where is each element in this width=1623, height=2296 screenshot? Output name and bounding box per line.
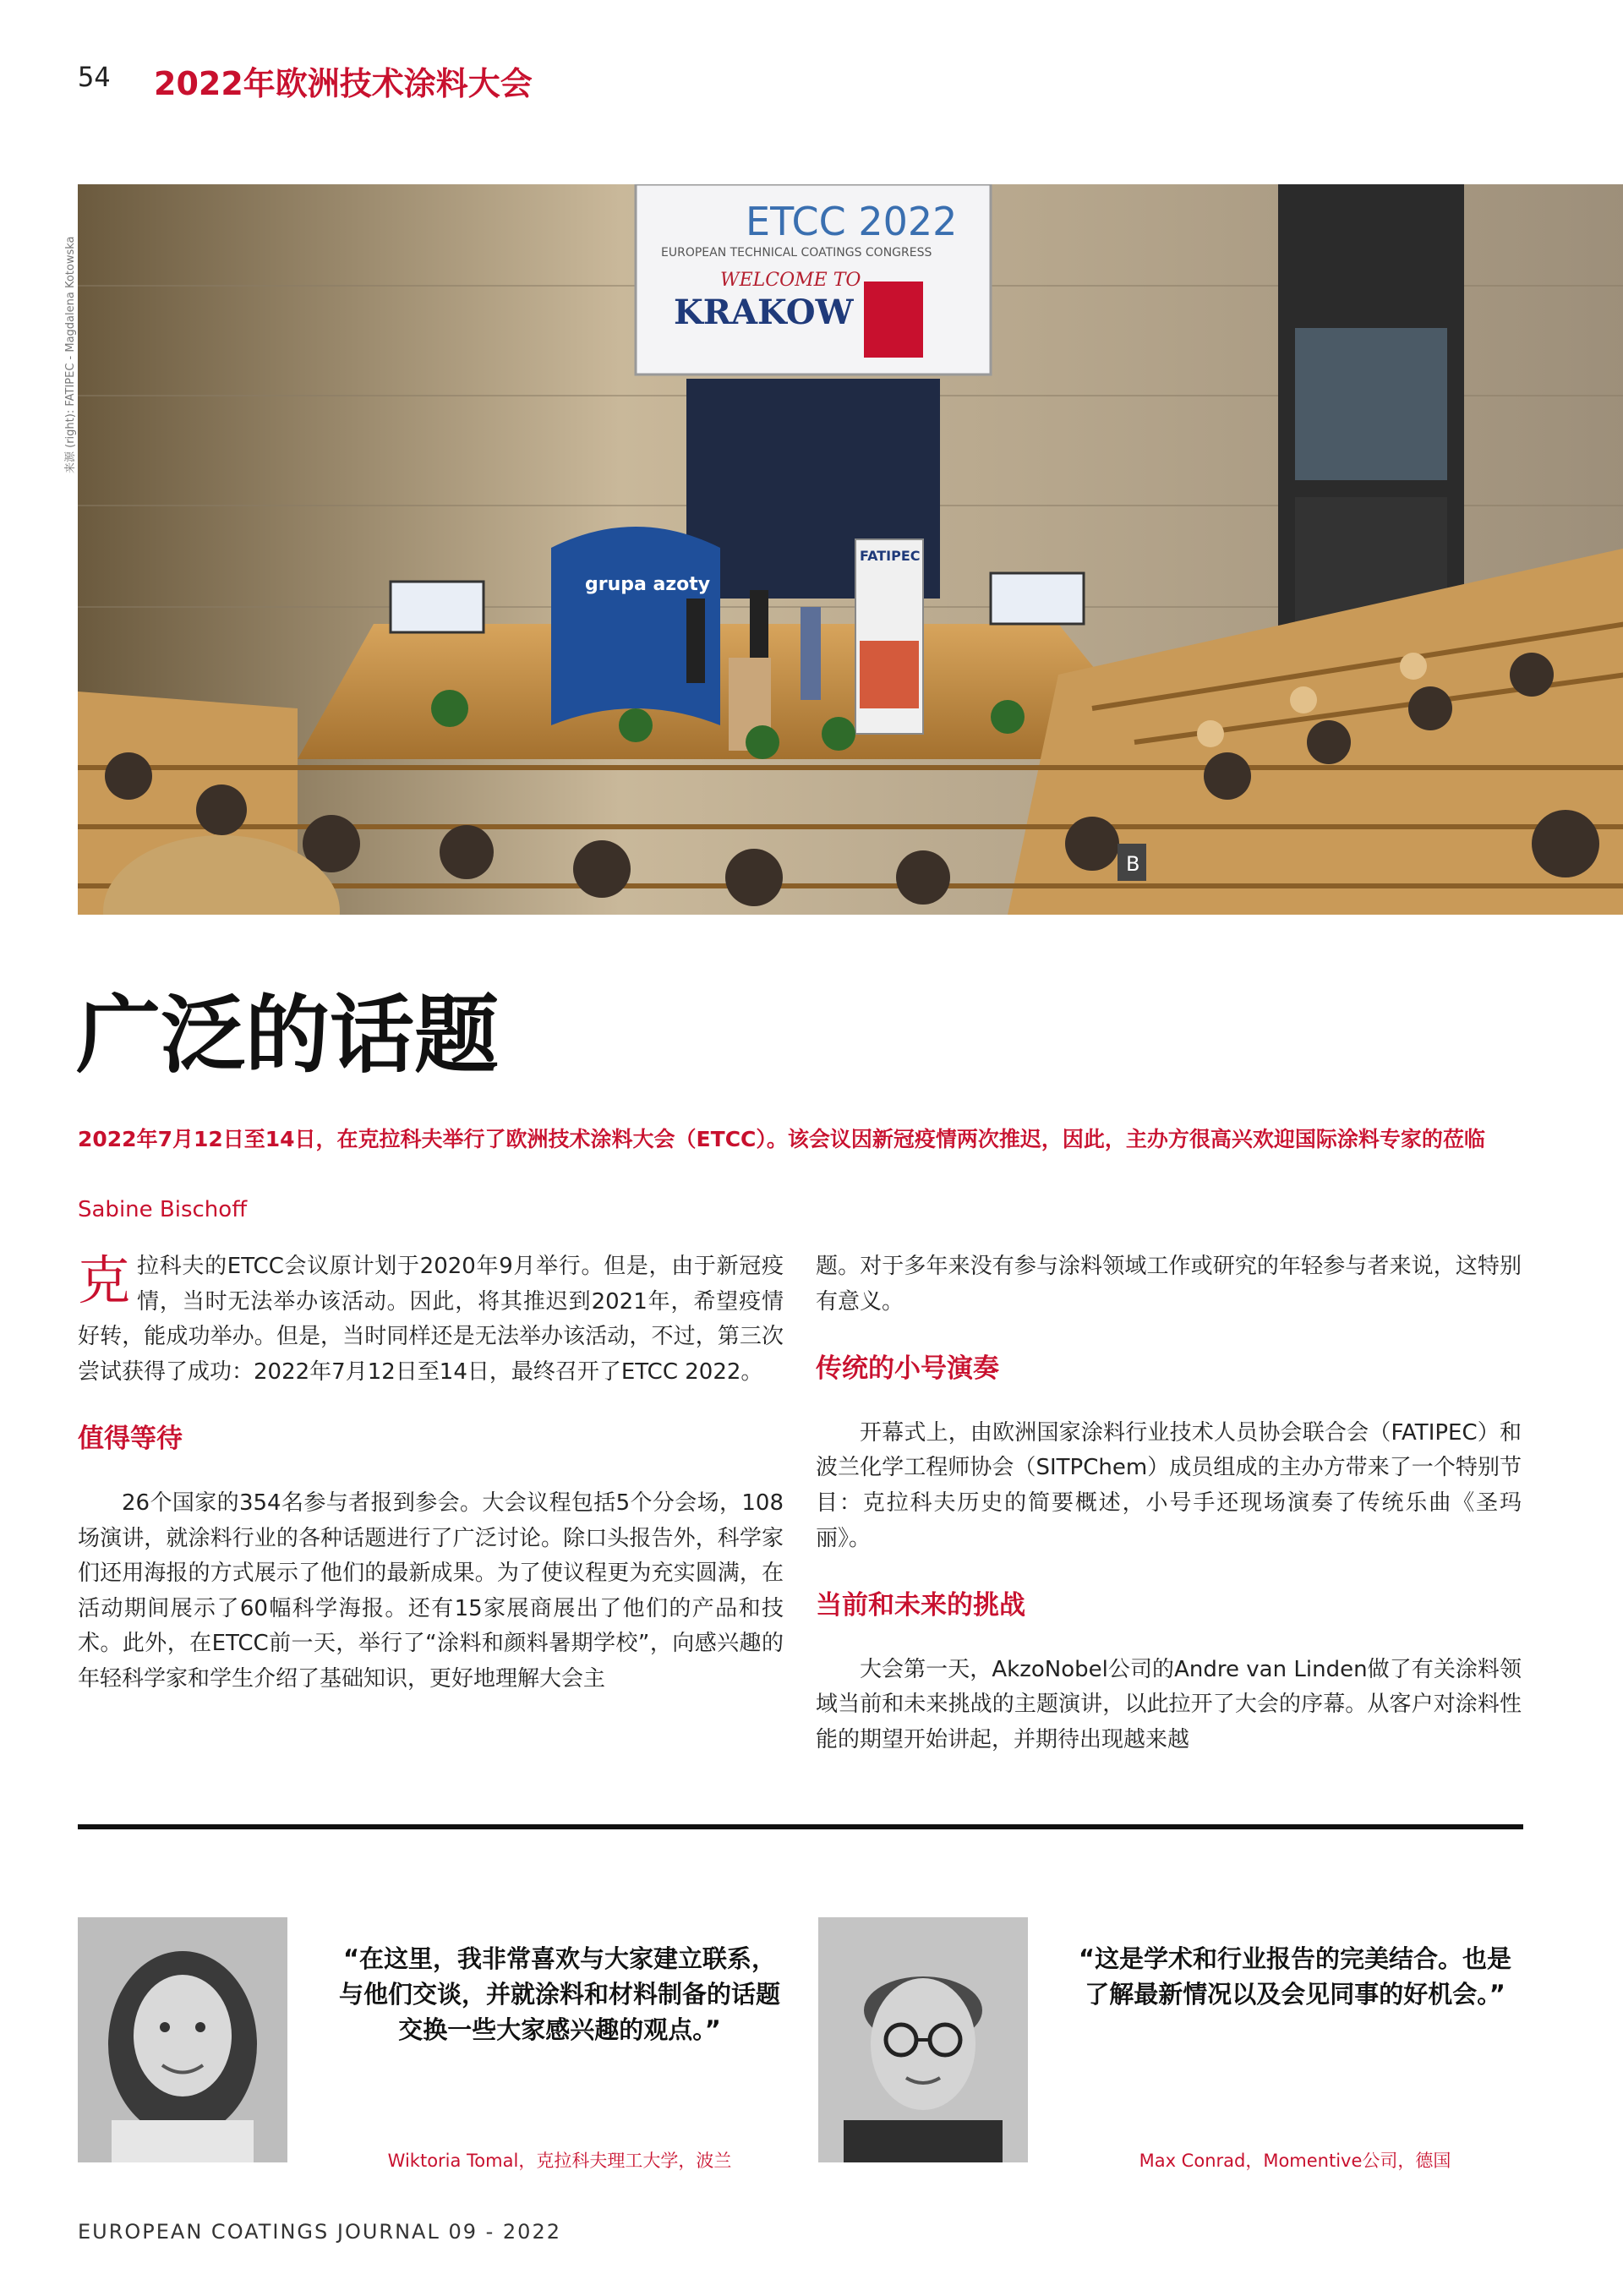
subhead-challenges: 当前和未来的挑战 (816, 1590, 1025, 1621)
article-lead: 2022年7月12日至14日，在克拉科夫举行了欧洲技术涂料大会（ETCC）。该会议因新冠疫情两次推迟，因此，主办方很高兴欢迎国际涂料专家的莅临 (78, 1127, 1485, 1151)
intro-paragraph: 拉科夫的ETCC会议原计划于2020年9月举行。但是，由于新冠疫情，当时无法举办该活动。因此，将其推迟到2021年，希望疫情好转，能成功举办。但是，当时同样还是无法举办该活动，不过，第三次尝试获得了成功：2022年7月12日至14日，最终召开了ETCC 2022。 (78, 1254, 784, 1385)
portrait-max-conrad (818, 1917, 1028, 2162)
screen-welcome: WELCOME TO (720, 270, 861, 291)
subhead-trumpet: 传统的小号演奏 (816, 1353, 999, 1385)
subhead-worth-waiting: 值得等待 (78, 1424, 183, 1455)
quote-1-text: “在这里，我非常喜欢与大家建立联系，与他们交谈，并就涂料和材料制备的话题交换一些大家感兴趣的观点。” (338, 1944, 780, 2045)
portrait-man-icon (818, 1917, 1028, 2162)
drop-cap: 克 (78, 1249, 131, 1311)
conference-photo (78, 184, 1623, 915)
paragraph-continued: 题。对于多年来没有参与涂料领域工作或研究的年轻参与者来说，这特别有意义。 (816, 1254, 1522, 1315)
page-number: 54 (78, 61, 111, 93)
paragraph-opening: 开幕式上，由欧洲国家涂料行业技术人员协会联合会（FATIPEC）和波兰化学工程师协会（SITPChem）成员组成的主办方带来了一个特别节目：克拉科夫历史的简要概述，小号手还现场演奏了传统乐曲《圣玛丽》。 (816, 1419, 1522, 1551)
quote-2-attribution: Max Conrad，Momentive公司，德国 (1139, 2151, 1451, 2171)
krakow-crest-icon (864, 282, 923, 358)
article-column-left (78, 1249, 784, 1697)
quote-2-text: “这是学术和行业报告的完美结合。也是了解最新情况以及会见同事的好机会。” (1078, 1944, 1512, 2009)
paragraph-participants: 26个国家的354名参与者报到参会。大会议程包括5个分会场，108场演讲，就涂料行业的各种话题进行了广泛讨论。除口头报告外，科学家们还用海报的方式展示了他们的最新成果。为了使议程更为充实圆满，在活动期间展示了60幅科学海报。还有15家展商展出了他们的产品和技术。此外，在ETCC前一天，举行了“涂料和颜料暑期学校”，向感兴趣的年轻科学家和学生介绍了基础知识，更好地理解大会主 (78, 1490, 784, 1692)
portrait-wiktoria-tomal (78, 1917, 287, 2162)
screen-city: KRAKOW (674, 292, 854, 332)
quote-1-attribution: Wiktoria Tomal，克拉科夫理工大学，波兰 (387, 2151, 732, 2171)
portrait-woman-icon (78, 1917, 287, 2162)
article-author: Sabine Bischoff (78, 1197, 248, 1222)
section-title: 2022年欧洲技术涂料大会 (154, 65, 533, 102)
article-headline: 广泛的话题 (76, 986, 499, 1085)
section-divider (78, 1824, 1523, 1829)
paragraph-keynote: 大会第一天，AkzoNobel公司的Andre van Linden做了有关涂料领域当前和未来挑战的主题演讲，以此拉开了大会的序幕。从客户对涂料性能的期望开始讲起，并期待出现越来越 (816, 1656, 1522, 1752)
photo-credit: 来源 (right): FATIPEC - Magdalena Kotowska (64, 236, 77, 473)
conference-hall-illustration (78, 184, 1623, 915)
screen-subtitle: EUROPEAN TECHNICAL COATINGS CONGRESS (661, 246, 932, 260)
rollup-text: FATIPEC (860, 548, 921, 564)
desk-sign: B (1126, 852, 1140, 876)
journal-footer: EUROPEAN COATINGS JOURNAL 09 - 2022 (78, 2220, 561, 2244)
article-column-right (816, 1249, 1522, 1758)
screen-logo: ETCC 2022 (746, 199, 958, 244)
banner-text: grupa azoty (585, 574, 711, 595)
